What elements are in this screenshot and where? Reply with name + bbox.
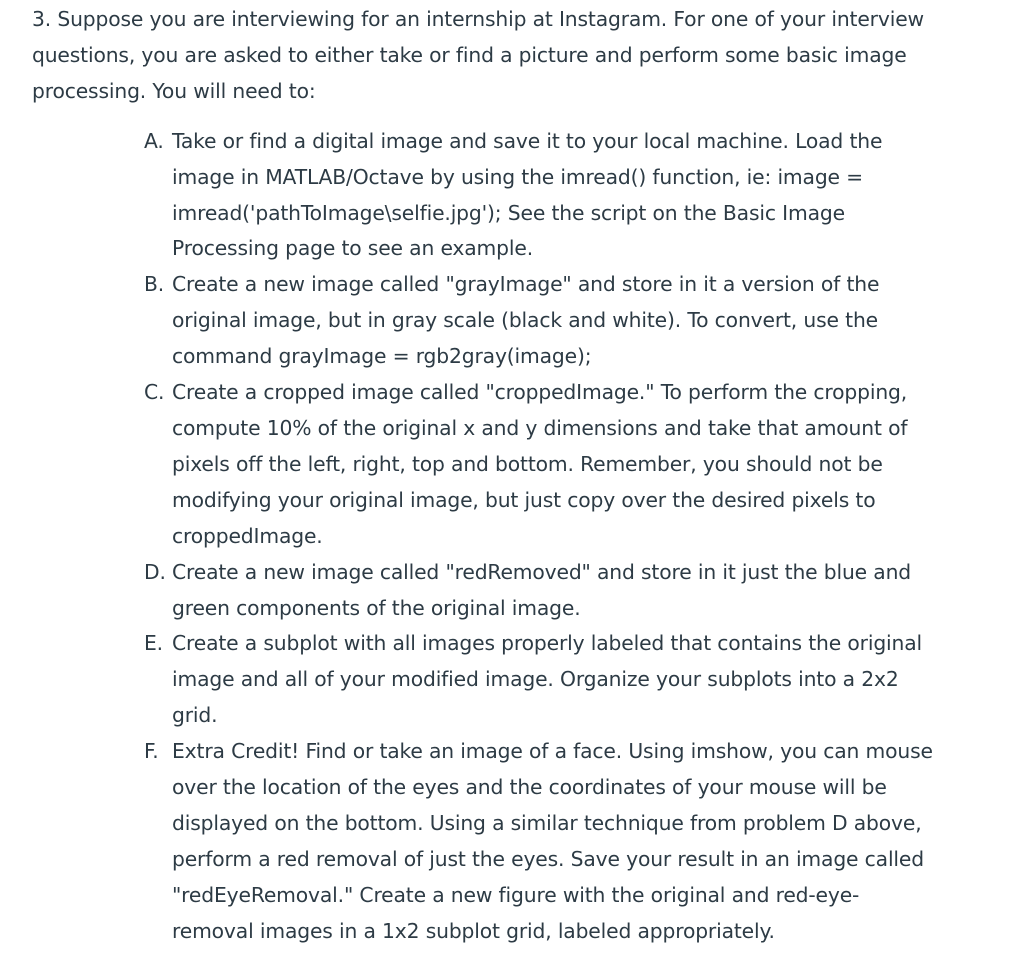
question-intro: 3. Suppose you are interviewing for an internship at Instagram. For one of your interview questions, you are asked to either take or find a picture and perform some basic image processing. You will need to: [32,7,924,103]
task-marker: F. [144,739,159,764]
task-item-a [144,124,934,268]
task-text: Create a cropped image called "croppedImage." To perform the cropping, compute 10% of the original x and y dimensions and take that amount of pixels off the left, right, top and bottom. Remember, you should not be modifying your original image, but just copy over the desired pixels to croppedImage. [172,380,908,548]
task-item-c [144,375,934,555]
task-marker: D. [144,559,166,584]
task-marker: A. [144,128,164,153]
task-item-b [144,267,934,375]
task-text: Create a new image called "redRemoved" and store in it just the blue and green components of the original image. [172,559,912,620]
task-marker: B. [144,272,165,297]
task-text: Take or find a digital image and save it to your local machine. Load the image in MATLAB/Octave by using the imread() function, ie: image = imread('pathToImage\selfie.jpg'); See the script on the Basic Image Processing page to see an example. [172,128,883,261]
task-item-e [144,626,934,734]
task-marker: E. [144,631,163,656]
task-item-f [144,734,934,949]
task-marker: C. [144,380,165,405]
task-list [32,124,934,950]
task-text: Extra Credit! Find or take an image of a face. Using imshow, you can mouse over the location of the eyes and the coordinates of your mouse will be displayed on the bottom. Using a similar technique from problem D above, perform a red removal of just the eyes. Save your result in an image called "redEyeRemoval." Create a new figure with the original and red-eye-removal images in a 1x2 subplot grid, labeled appropriately. [172,739,933,943]
task-item-d [144,555,934,627]
task-text: Create a subplot with all images properly labeled that contains the original image and all of your modified image. Organize your subplots into a 2x2 grid. [172,631,922,728]
task-text: Create a new image called "grayImage" and store in it a version of the original image, but in gray scale (black and white). To convert, use the command grayImage = rgb2gray(image); [172,272,880,369]
